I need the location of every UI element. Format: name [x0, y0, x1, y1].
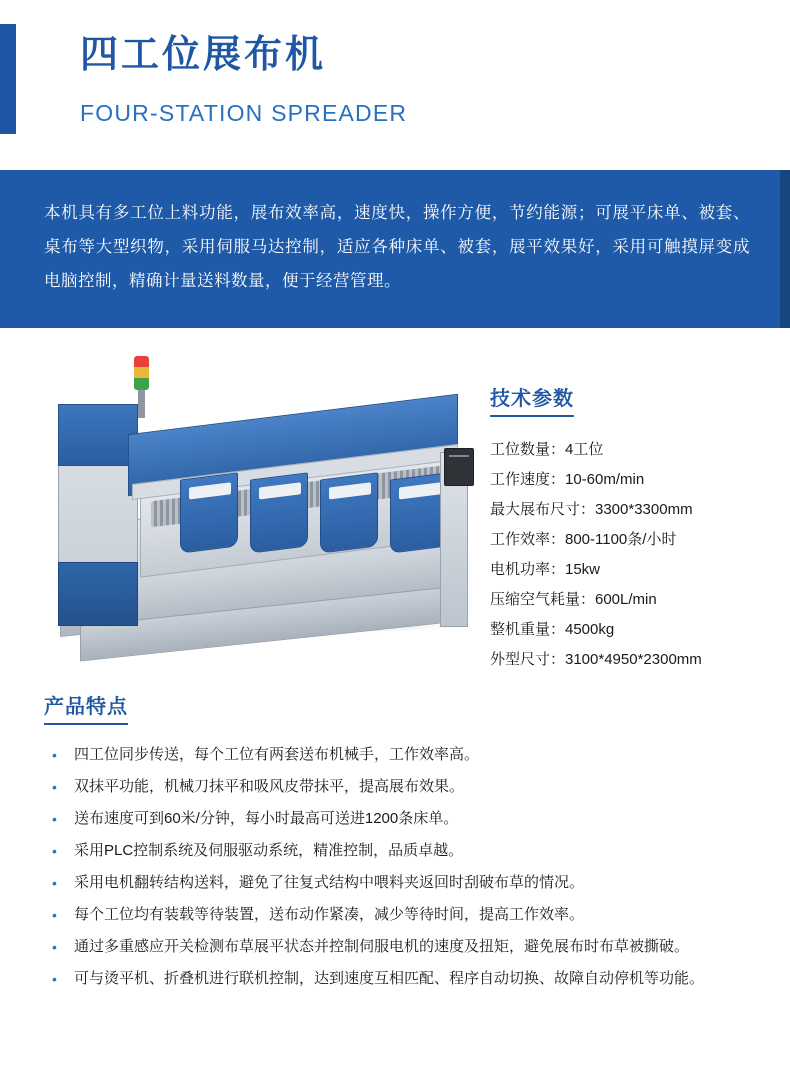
product-section [0, 328, 790, 668]
spec-row: 整机重量：4500kg [490, 621, 615, 638]
spec-row: 电机功率：15kw [490, 561, 601, 578]
bullet-icon: • [52, 843, 57, 859]
machine-illustration [20, 356, 480, 668]
spec-row: 外型尺寸：3100*4950*2300mm [490, 651, 702, 668]
feature-text: 每个工位均有装载等待装置，送布动作紧凑，减少等待时间，提高工作效率。 [74, 906, 585, 923]
list-item [44, 739, 750, 771]
spec-row: 工位数量：4工位 [490, 441, 604, 458]
features-section [0, 668, 790, 995]
intro-accent-edge [780, 170, 790, 328]
bullet-icon: • [52, 875, 57, 891]
machine-station-1 [180, 472, 238, 553]
station-chip [399, 482, 441, 499]
bullet-icon: • [52, 779, 57, 795]
feature-text: 双抹平功能，机械刀抹平和吸风皮带抹平，提高展布效果。 [74, 778, 465, 795]
machine-station-2 [250, 472, 308, 553]
specs-heading: 技术参数 [490, 382, 574, 417]
list-item [44, 835, 750, 867]
header-accent-bar [0, 24, 16, 134]
list-item [44, 963, 750, 995]
intro-text: 本机具有多工位上料功能，展布效率高，速度快，操作方便，节约能源；可展平床单、被套、桌布等大型织物，采用伺服马达控制，适应各种床单、被套，展平效果好，采用可触摸屏变成电脑控制，精确计量送料数量，便于经营管理。 [44, 204, 750, 290]
page-header [0, 0, 790, 160]
page-title: 四工位展布机 [80, 34, 327, 76]
machine-left-cabinet-top-panel [58, 404, 138, 466]
bullet-icon: • [52, 811, 57, 827]
feature-text: 四工位同步传送，每个工位有两套送布机械手，工作效率高。 [74, 746, 480, 763]
intro-band [0, 170, 790, 328]
station-chip [259, 482, 301, 499]
list-item [44, 899, 750, 931]
features-heading: 产品特点 [44, 690, 128, 725]
feature-text: 采用电机翻转结构送料，避免了往复式结构中喂料夹返回时刮破布草的情况。 [74, 874, 585, 891]
spec-row: 工作速度：10-60m/min [490, 471, 645, 488]
spec-row: 最大展布尺寸：3300*3300mm [490, 501, 693, 518]
feature-text: 通过多重感应开关检测布草展平状态并控制伺服电机的速度及扭矩，避免展布时布草被撕破。 [74, 938, 690, 955]
list-item [44, 931, 750, 963]
machine-signal-lamp [134, 356, 149, 390]
feature-text: 可与烫平机、折叠机进行联机控制，达到速度互相匹配、程序自动切换、故障自动停机等功能。 [74, 970, 705, 987]
panel-screen [449, 455, 469, 459]
spec-row: 压缩空气耗量：600L/min [490, 591, 657, 608]
bullet-icon: • [52, 971, 57, 987]
list-item [44, 803, 750, 835]
list-item [44, 771, 750, 803]
feature-text: 送布速度可到60米/分钟，每小时最高可送进1200条床单。 [74, 810, 459, 827]
bullet-icon: • [52, 939, 57, 955]
station-chip [189, 482, 231, 499]
feature-text: 采用PLC控制系统及伺服驱动系统，精准控制，品质卓越。 [74, 842, 464, 859]
specs-block [480, 356, 770, 668]
machine-station-3 [320, 472, 378, 553]
page-subtitle: FOUR-STATION SPREADER [80, 100, 408, 126]
spec-row: 工作效率：800-1100条/小时 [490, 531, 677, 548]
machine-left-cabinet-bottom-panel [58, 562, 138, 626]
bullet-icon: • [52, 907, 57, 923]
station-chip [329, 482, 371, 499]
machine-control-panel [444, 448, 474, 486]
list-item [44, 867, 750, 899]
bullet-icon: • [52, 747, 57, 763]
